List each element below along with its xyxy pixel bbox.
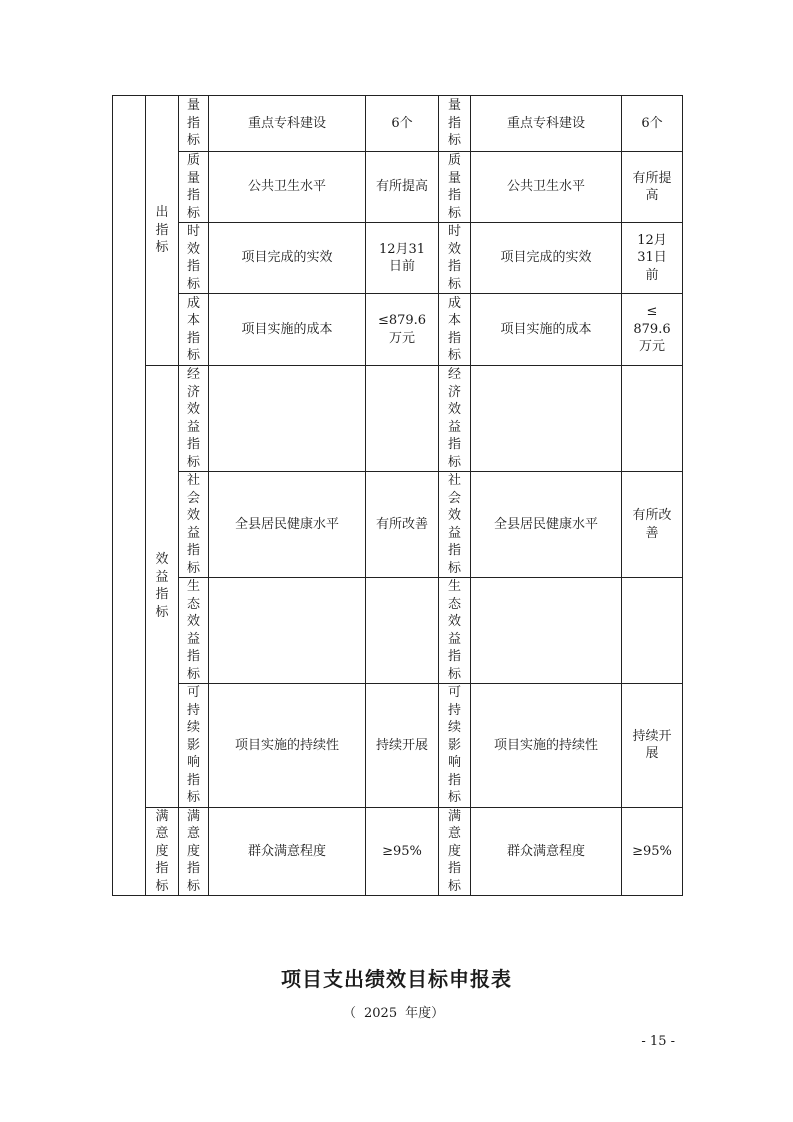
indicator-name: [209, 366, 366, 472]
ecological-benefit-label: 生 态 效 益 指 标: [439, 578, 471, 684]
indicator-value: 6个: [366, 96, 439, 152]
indicator-name: [471, 578, 622, 684]
indicator-name: 公共卫生水平: [471, 152, 622, 223]
table-row: [113, 96, 683, 152]
indicator-name: 项目实施的成本: [471, 294, 622, 366]
social-benefit-label: 社 会 效 益 指 标: [179, 472, 209, 578]
indicator-value: 12月 31日 前: [622, 223, 683, 294]
quality-indicator-label: 质 量 指 标: [439, 152, 471, 223]
timeliness-indicator-label: 时 效 指 标: [179, 223, 209, 294]
indicator-value: ≥95%: [622, 807, 683, 896]
indicator-value: [366, 366, 439, 472]
indicator-name: 群众满意程度: [209, 807, 366, 896]
indicator-value: 持续开 展: [622, 684, 683, 808]
indicator-name: 重点专科建设: [471, 96, 622, 152]
left-margin-cell: [113, 96, 146, 896]
year-value: 2025: [364, 1006, 398, 1021]
benefit-indicator-label: 效 益 指 标: [146, 366, 179, 808]
economic-benefit-label: 经 济 效 益 指 标: [179, 366, 209, 472]
indicator-name: 项目实施的持续性: [209, 684, 366, 808]
indicator-value: 12月31 日前: [366, 223, 439, 294]
table-row: [113, 472, 683, 578]
indicator-value: 有所改善: [366, 472, 439, 578]
indicator-value: ≤879.6 万元: [366, 294, 439, 366]
indicator-value: ≥95%: [366, 807, 439, 896]
table-row: [113, 294, 683, 366]
indicator-value: [622, 578, 683, 684]
timeliness-indicator-label: 时 效 指 标: [439, 223, 471, 294]
indicator-name: [209, 578, 366, 684]
table-row: [113, 807, 683, 896]
output-indicator-label: 出 指 标: [146, 96, 179, 366]
performance-target-table: [112, 95, 683, 896]
year-open-paren: （: [343, 1006, 357, 1021]
cost-indicator-label: 成 本 指 标: [179, 294, 209, 366]
indicator-name: 群众满意程度: [471, 807, 622, 896]
indicator-value: 有所提 高: [622, 152, 683, 223]
indicator-name: 公共卫生水平: [209, 152, 366, 223]
satisfaction-sub-label: 满 意 度 指 标: [439, 807, 471, 896]
indicator-value: 有所提高: [366, 152, 439, 223]
indicator-name: 项目实施的成本: [209, 294, 366, 366]
form-title: 项目支出绩效目标申报表: [281, 967, 512, 991]
sustainability-indicator-label: 可 持 续 影 响 指 标: [439, 684, 471, 808]
indicator-name: 重点专科建设: [209, 96, 366, 152]
indicator-value: 持续开展: [366, 684, 439, 808]
table-row: [113, 684, 683, 808]
quantity-indicator-label: 量 指 标: [439, 96, 471, 152]
satisfaction-indicator-label: 满 意 度 指 标: [146, 807, 179, 896]
indicator-value: ≤ 879.6 万元: [622, 294, 683, 366]
table-row: [113, 223, 683, 294]
indicator-name: 全县居民健康水平: [471, 472, 622, 578]
page-number: - 15 -: [641, 1034, 675, 1049]
indicator-value: [622, 366, 683, 472]
year-line: [343, 1002, 444, 1021]
indicator-name: [471, 366, 622, 472]
indicator-name: 项目完成的实效: [209, 223, 366, 294]
quality-indicator-label: 质 量 指 标: [179, 152, 209, 223]
indicator-name: 项目实施的持续性: [471, 684, 622, 808]
cost-indicator-label: 成 本 指 标: [439, 294, 471, 366]
quantity-indicator-label: 量 指 标: [179, 96, 209, 152]
indicator-value: 6个: [622, 96, 683, 152]
indicator-value: [366, 578, 439, 684]
social-benefit-label: 社 会 效 益 指 标: [439, 472, 471, 578]
indicator-value: 有所改 善: [622, 472, 683, 578]
year-label: 年度）: [405, 1006, 445, 1021]
ecological-benefit-label: 生 态 效 益 指 标: [179, 578, 209, 684]
economic-benefit-label: 经 济 效 益 指 标: [439, 366, 471, 472]
indicator-name: 项目完成的实效: [471, 223, 622, 294]
satisfaction-sub-label: 满 意 度 指 标: [179, 807, 209, 896]
table-row: [113, 152, 683, 223]
indicator-name: 全县居民健康水平: [209, 472, 366, 578]
table-row: [113, 578, 683, 684]
sustainability-indicator-label: 可 持 续 影 响 指 标: [179, 684, 209, 808]
table-row: [113, 366, 683, 472]
